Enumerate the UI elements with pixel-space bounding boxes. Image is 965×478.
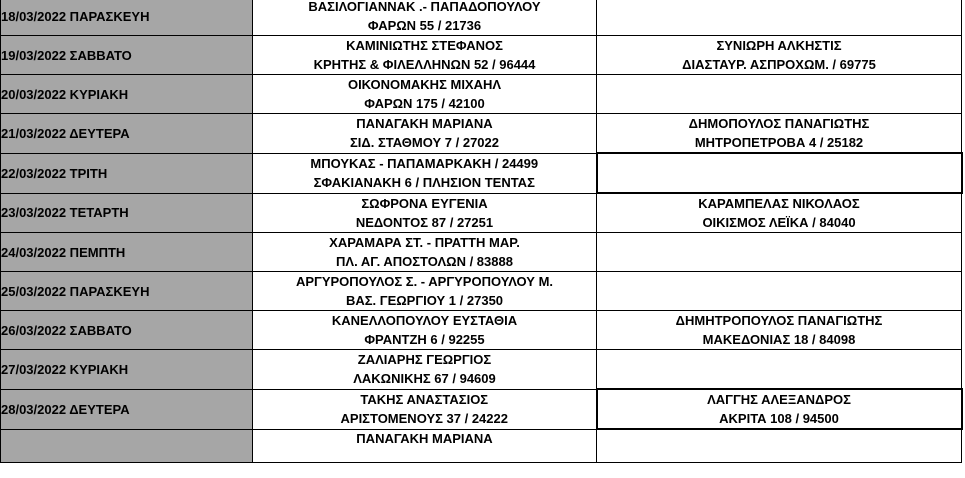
schedule-body (1, 0, 962, 463)
pharmacy-address-phone (598, 173, 961, 192)
date-cell: 21/03/2022 ΔΕΥΤΕΡΑ (1, 114, 253, 154)
pharmacy-name: ΔΗΜΗΤΡΟΠΟΥΛΟΣ ΠΑΝΑΓΙΩΤΗΣ (675, 313, 883, 328)
pharmacy-name: ΔΗΜΟΠΟΥΛΟΣ ΠΑΝΑΓΙΩΤΗΣ (688, 116, 870, 131)
pharmacy-address-phone: ΦΑΡΩΝ 55 / 21736 (367, 18, 482, 33)
pharmacy-secondary-cell (597, 153, 962, 193)
pharmacy-address-phone (597, 369, 961, 388)
pharmacy-name: ΤΑΚΗΣ ΑΝΑΣΤΑΣΙΟΣ (360, 392, 489, 407)
date-cell: 28/03/2022 ΔΕΥΤΕΡΑ (1, 389, 253, 429)
schedule-row (1, 429, 962, 463)
pharmacy-address-phone: ΜΗΤΡΟΠΕΤΡΟΒΑ 4 / 25182 (694, 135, 864, 150)
pharmacy-secondary-cell (597, 311, 962, 350)
pharmacy-name (597, 350, 961, 369)
pharmacy-name: ΚΑΜΙΝΙΩΤΗΣ ΣΤΕΦΑΝΟΣ (346, 38, 503, 53)
pharmacy-address-phone: ΦΑΡΩΝ 175 / 42100 (364, 96, 485, 111)
schedule-row (1, 193, 962, 233)
pharmacy-secondary-cell (597, 36, 962, 75)
pharmacy-address-phone: ΑΚΡΙΤΑ 108 / 94500 (719, 411, 839, 426)
pharmacy-address-phone: ΒΑΣ. ΓΕΩΡΓΙΟΥ 1 / 27350 (345, 293, 504, 308)
pharmacy-address-phone (597, 448, 961, 462)
pharmacy-address-phone (597, 16, 961, 35)
pharmacy-name (597, 233, 961, 252)
pharmacy-primary-cell (253, 75, 597, 114)
date-cell (1, 429, 253, 463)
pharmacy-address-phone (597, 252, 961, 271)
pharmacy-address-phone (253, 448, 596, 462)
schedule-row (1, 36, 962, 75)
schedule-row (1, 153, 962, 193)
pharmacy-name: ΑΡΓΥΡΟΠΟΥΛΟΣ Σ. - ΑΡΓΥΡΟΠΟΥΛΟΥ Μ. (295, 274, 554, 289)
pharmacy-address-phone: ΠΛ. ΑΓ. ΑΠΟΣΤΟΛΩΝ / 83888 (336, 254, 513, 269)
pharmacy-primary-cell (253, 429, 597, 463)
pharmacy-address-phone (597, 291, 961, 310)
pharmacy-address-phone: ΦΡΑΝΤΖΗ 6 / 92255 (364, 332, 485, 347)
pharmacy-address-phone: ΜΑΚΕΔΟΝΙΑΣ 18 / 84098 (702, 332, 856, 347)
pharmacy-primary-cell (253, 193, 597, 233)
pharmacy-address-phone: ΝΕΔΟΝΤΟΣ 87 / 27251 (355, 214, 494, 230)
schedule-row (1, 233, 962, 272)
pharmacy-name: ΣΥΝΙΩΡΗ ΑΛΚΗΣΤΙΣ (716, 38, 842, 53)
schedule-row (1, 114, 962, 154)
pharmacy-primary-cell (253, 153, 597, 193)
pharmacy-name (598, 154, 961, 173)
pharmacy-secondary-cell (597, 350, 962, 390)
schedule-row (1, 75, 962, 114)
pharmacy-name: ΧΑΡΑΜΑΡΑ ΣΤ. - ΠΡΑΤΤΗ ΜΑΡ. (329, 235, 520, 250)
pharmacy-address-phone: ΚΡΗΤΗΣ & ΦΙΛΕΛΛΗΝΩΝ 52 / 96444 (313, 57, 536, 72)
date-cell: 23/03/2022 ΤΕΤΑΡΤΗ (1, 193, 253, 233)
pharmacy-name (597, 75, 961, 94)
schedule-row (1, 389, 962, 429)
pharmacy-name (597, 432, 961, 446)
pharmacy-primary-cell (253, 389, 597, 429)
pharmacy-name: ΚΑΝΕΛΛΟΠΟΥΛΟΥ ΕΥΣΤΑΘΙΑ (331, 313, 518, 328)
date-cell: 26/03/2022 ΣΑΒΒΑΤΟ (1, 311, 253, 350)
pharmacy-primary-cell (253, 114, 597, 154)
pharmacy-name: ΠΑΝΑΓΑΚΗ ΜΑΡΙΑΝΑ (356, 430, 493, 446)
date-cell: 20/03/2022 ΚΥΡΙΑΚΗ (1, 75, 253, 114)
date-cell: 27/03/2022 ΚΥΡΙΑΚΗ (1, 350, 253, 390)
pharmacy-address-phone: ΔΙΑΣΤΑΥΡ. ΑΣΠΡΟΧΩΜ. / 69775 (682, 57, 876, 72)
schedule-row (1, 350, 962, 390)
pharmacy-secondary-cell (597, 233, 962, 272)
pharmacy-secondary-cell (597, 75, 962, 114)
pharmacy-primary-cell (253, 350, 597, 390)
pharmacy-address-phone: ΣΙΔ. ΣΤΑΘΜΟΥ 7 / 27022 (350, 135, 499, 151)
pharmacy-address-phone: ΣΦΑΚΙΑΝΑΚΗ 6 / ΠΛΗΣΙΟΝ ΤΕΝΤΑΣ (313, 175, 535, 190)
date-cell: 19/03/2022 ΣΑΒΒΑΤΟ (1, 36, 253, 75)
pharmacy-primary-cell (253, 311, 597, 350)
pharmacy-address-phone: ΑΡΙΣΤΟΜΕΝΟΥΣ 37 / 24222 (340, 411, 508, 426)
pharmacy-address-phone: ΛΑΚΩΝΙΚΗΣ 67 / 94609 (353, 371, 496, 387)
pharmacy-name: ΖΑΛΙΑΡΗΣ ΓΕΩΡΓΙΟΣ (357, 352, 492, 368)
pharmacy-address-phone (597, 94, 961, 113)
pharmacy-name (597, 0, 961, 16)
pharmacy-secondary-cell (597, 429, 962, 463)
pharmacy-name: ΚΑΡΑΜΠΕΛΑΣ ΝΙΚΟΛΑΟΣ (698, 196, 860, 211)
pharmacy-name: ΛΑΓΓΗΣ ΑΛΕΞΑΝΔΡΟΣ (707, 392, 851, 407)
pharmacy-name: ΟΙΚΟΝΟΜΑΚΗΣ ΜΙΧΑΗΛ (347, 77, 502, 92)
pharmacy-name: ΒΑΣΙΛΟΓΙΑΝΝΑΚ .- ΠΑΠΑΔΟΠΟΥΛΟΥ (308, 0, 541, 14)
date-cell: 24/03/2022 ΠΕΜΠΤΗ (1, 233, 253, 272)
pharmacy-name: ΣΩΦΡΟΝΑ ΕΥΓΕΝΙΑ (361, 195, 488, 211)
pharmacy-name: ΜΠΟΥΚΑΣ - ΠΑΠΑΜΑΡΚΑΚΗ / 24499 (310, 156, 539, 171)
pharmacy-secondary-cell (597, 272, 962, 311)
schedule-row (1, 311, 962, 350)
date-cell: 25/03/2022 ΠΑΡΑΣΚΕΥΗ (1, 272, 253, 311)
pharmacy-secondary-cell (597, 0, 962, 36)
pharmacy-primary-cell (253, 233, 597, 272)
pharmacy-secondary-cell (597, 114, 962, 154)
schedule-row (1, 0, 962, 36)
pharmacy-primary-cell (253, 36, 597, 75)
pharmacy-primary-cell (253, 272, 597, 311)
date-cell: 18/03/2022 ΠΑΡΑΣΚΕΥΗ (1, 0, 253, 36)
date-cell: 22/03/2022 ΤΡΙΤΗ (1, 153, 253, 193)
pharmacy-address-phone: ΟΙΚΙΣΜΟΣ ΛΕΪΚΑ / 84040 (702, 215, 856, 230)
pharmacy-secondary-cell (597, 389, 962, 429)
pharmacy-name (597, 272, 961, 291)
schedule-row (1, 272, 962, 311)
pharmacy-name: ΠΑΝΑΓΑΚΗ ΜΑΡΙΑΝΑ (356, 116, 493, 132)
pharmacy-primary-cell (253, 0, 597, 36)
pharmacy-secondary-cell (597, 193, 962, 233)
